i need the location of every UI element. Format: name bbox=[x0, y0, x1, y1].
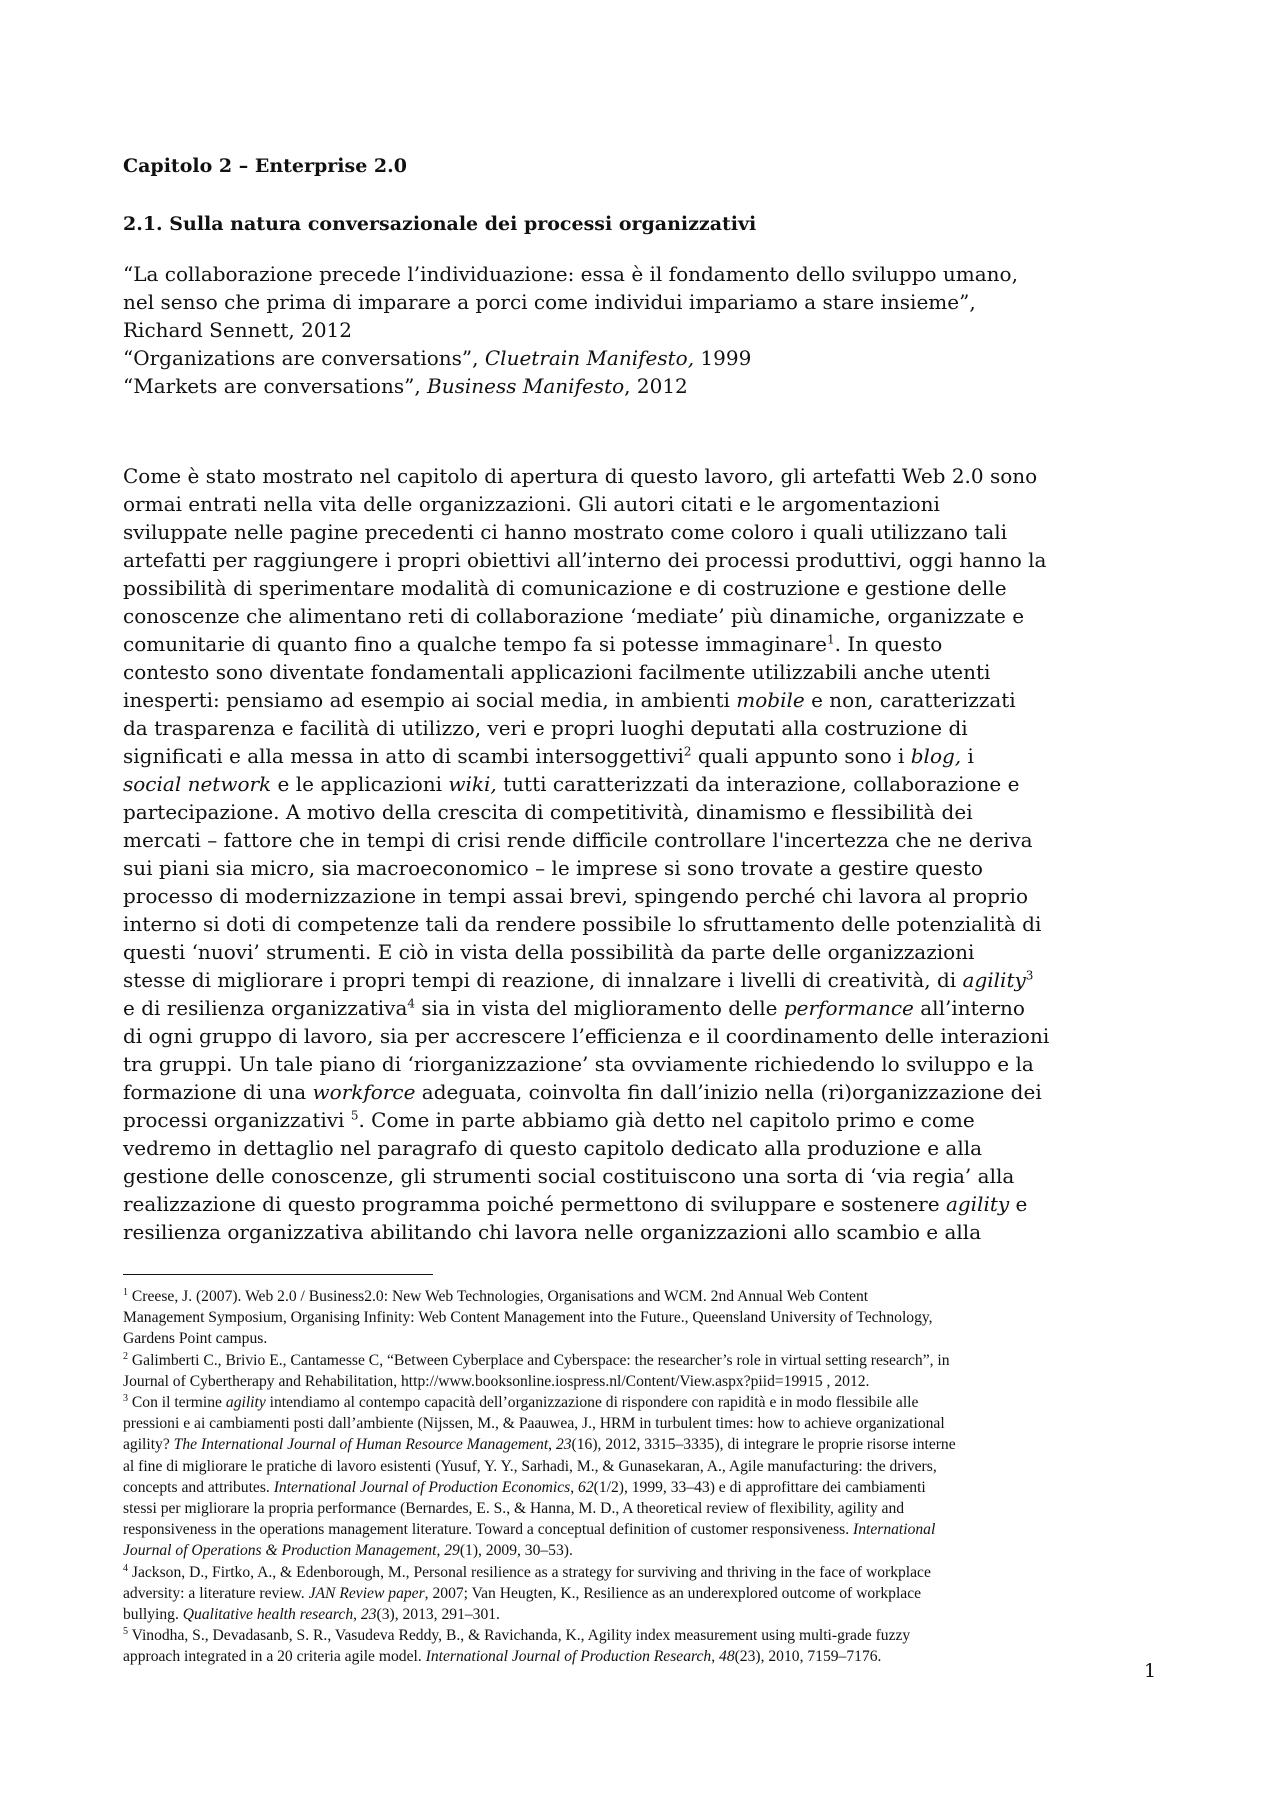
footnote-line: agility? The International Journal of Human Resource Management, 23(16), 2012, 3315–3335), di integrare le proprie risorse interne bbox=[123, 1436, 956, 1454]
body-line: mercati – fattore che in tempi di crisi rende difficile controllare l'incertezza che ne deriva bbox=[123, 828, 1033, 852]
body-line: Come è stato mostrato nel capitolo di apertura di questo lavoro, gli artefatti Web 2.0 sono bbox=[123, 464, 1038, 488]
footnote-line: Management Symposium, Organising Infinity: Web Content Management into the Future., Queensland University of Technology, bbox=[123, 1309, 933, 1327]
body-line: resilienza organizzativa abilitando chi lavora nelle organizzazioni allo scambio e alla bbox=[123, 1220, 982, 1244]
body-line: tra gruppi. Un tale piano di ‘riorganizzazione’ sta ovviamente richiedendo lo sviluppo e la bbox=[123, 1052, 1034, 1076]
footnote-line: pressioni e ai cambiamenti posti dall’ambiente (Nijssen, M., & Paauwea, J., HRM in turbulent times: how to achieve organizational bbox=[123, 1415, 945, 1433]
body-line: da trasparenza e facilità di utilizzo, veri e propri luoghi deputati alla costruzione di bbox=[123, 716, 968, 740]
page-number: 1 bbox=[1144, 1660, 1157, 1682]
body-line: partecipazione. A motivo della crescita di competitività, dinamismo e flessibilità dei bbox=[123, 800, 973, 824]
footnote-line: concepts and attributes. International Journal of Production Economics, 62(1/2), 1999, 33–43) e di approfittare dei cambiamenti bbox=[123, 1478, 926, 1496]
body-line: inesperti: pensiamo ad esempio ai social media, in ambienti mobile e non, caratterizzati bbox=[123, 688, 1016, 712]
footnote-ref: 3 bbox=[1025, 968, 1034, 983]
document-page bbox=[123, 152, 1163, 1246]
chapter-title: Capitolo 2 – Enterprise 2.0 bbox=[123, 155, 407, 177]
footnote-line: Journal of Operations & Production Management, 29(1), 2009, 30–53). bbox=[123, 1542, 573, 1560]
body-line: contesto sono diventate fondamentali applicazioni facilmente utilizzabili anche utenti bbox=[123, 660, 991, 684]
body-line: di ogni gruppo di lavoro, sia per accrescere l’efficienza e il coordinamento delle interazioni bbox=[123, 1024, 1050, 1048]
footnote-5: $^5$ Vinodha, S., Devadasanb, S. R., Vasudeva Reddy, B., & Ravichanda, K., Agility index measurement using multi-grade fuzzy bbox=[123, 1626, 911, 1645]
body-line: significati e alla messa in atto di scambi intersoggettivi$^2$ quali appunto sono i blog, i bbox=[123, 744, 974, 768]
footnote-divider bbox=[123, 1274, 433, 1275]
body-paragraph bbox=[123, 462, 1163, 1246]
body-line: processi organizzativi $^5$. Come in parte abbiamo già detto nel capitolo primo e come bbox=[123, 1108, 975, 1132]
body-line: sui piani sia micro, sia macroeconomico – le imprese si sono trovate a gestire questo bbox=[123, 856, 983, 880]
body-line: comunitarie di quanto fino a qualche tempo fa si potesse immaginare$^1$. In questo bbox=[123, 632, 943, 656]
body-line: e di resilienza organizzativa$^4$ sia in vista del miglioramento delle performance all’interno bbox=[123, 996, 1025, 1020]
body-line: questi ‘nuovi’ strumenti. E ciò in vista della possibilità da parte delle organizzazioni bbox=[123, 940, 975, 964]
footnote-line: bullying. Qualitative health research, 23(3), 2013, 291–301. bbox=[123, 1606, 500, 1624]
footnote-ref: 5 bbox=[350, 1108, 359, 1123]
body-line: realizzazione di questo programma poiché permettono di sviluppare e sostenere agility e bbox=[123, 1192, 1028, 1216]
footnote-ref: 2 bbox=[683, 744, 692, 759]
epigraph-line: nel senso che prima di imparare a porci come individui impariamo a stare insieme”, bbox=[123, 290, 976, 314]
footnote-line: stessi per migliorare la propria performance (Bernardes, E. S., & Hanna, M. D., A theoretical review of flexibility, agility and bbox=[123, 1500, 905, 1518]
epigraph-line: “La collaborazione precede l’individuazione: essa è il fondamento dello sviluppo umano, bbox=[123, 262, 1018, 286]
body-line: stesse di migliorare i propri tempi di reazione, di innalzare i livelli di creatività, di agility$^3$ bbox=[123, 968, 1034, 992]
body-line: gestione delle conoscenze, gli strumenti social costituiscono una sorta di ‘via regia’ alla bbox=[123, 1164, 1015, 1188]
body-line: sviluppate nelle pagine precedenti ci hanno mostrato come coloro i quali utilizzano tali bbox=[123, 520, 1008, 544]
body-line: formazione di una workforce adeguata, coinvolta fin dall’inizio nella (ri)organizzazione dei bbox=[123, 1080, 1042, 1104]
body-line: possibilità di sperimentare modalità di comunicazione e di costruzione e gestione delle bbox=[123, 576, 1007, 600]
footnote-1: $^1$ Creese, J. (2007). Web 2.0 / Business2.0: New Web Technologies, Organisations and WCM. 2nd Annual Web Content bbox=[123, 1286, 869, 1305]
body-line: vedremo in dettaglio nel paragrafo di questo capitolo dedicato alla produzione e alla bbox=[123, 1136, 983, 1160]
epigraph-author: Richard Sennett, 2012 bbox=[123, 318, 353, 342]
footnote-line: al fine di migliorare le pratiche di lavoro esistenti (Yusuf, Y. Y., Sarhadi, M., & Gunasekaran, A., Agile manufacturing: the drivers, bbox=[123, 1457, 937, 1475]
body-line: interno si doti di competenze tali da rendere possibile lo sfruttamento delle potenzialità di bbox=[123, 912, 1042, 936]
footnote-3: $^3$ Con il termine agility intendiamo al contempo capacità dell’organizzazione di rispondere con rapidità e in modo flessibile alle bbox=[123, 1392, 919, 1412]
epigraph-line: “Markets are conversations”, Business Manifesto, 2012 bbox=[123, 374, 688, 398]
footnote-line: approach integrated in a 20 criteria agile model. International Journal of Production Research, 48(23), 2010, 7159–7176. bbox=[123, 1648, 882, 1666]
footnote-4: $^4$ Jackson, D., Firtko, A., & Edenborough, M., Personal resilience as a strategy for surviving and thriving in the face of workplace bbox=[123, 1562, 931, 1581]
body-line: social network e le applicazioni wiki, tutti caratterizzati da interazione, collaborazione e bbox=[123, 772, 1020, 796]
epigraph-line: “Organizations are conversations”, Cluetrain Manifesto, 1999 bbox=[123, 346, 752, 370]
footnote-2: $^2$ Galimberti C., Brivio E., Cantamesse C, “Between Cyberplace and Cyberspace: the researcher’s role in virtual setting research”, in bbox=[123, 1350, 950, 1369]
footnote-line: Journal of Cybertherapy and Rehabilitation, http://www.booksonline.iospress.nl/Content/View.aspx?piid=19915 , 2012. bbox=[123, 1372, 870, 1390]
footnote-ref: 1 bbox=[826, 632, 835, 647]
body-line: artefatti per raggiungere i propri obiettivi all’interno dei processi produttivi, oggi hanno la bbox=[123, 548, 1047, 572]
section-title: 2.1. Sulla natura conversazionale dei processi organizzativi bbox=[123, 213, 757, 235]
footnote-line: responsiveness in the operations management literature. Toward a conceptual definition of customer responsiveness. International bbox=[123, 1521, 936, 1539]
footnote-line: Gardens Point campus. bbox=[123, 1330, 268, 1348]
body-line: processo di modernizzazione in tempi assai brevi, spingendo perché chi lavora al proprio bbox=[123, 884, 1028, 908]
body-line: conoscenze che alimentano reti di collaborazione ‘mediate’ più dinamiche, organizzate e bbox=[123, 604, 1025, 628]
epigraph bbox=[123, 260, 1163, 400]
footnote-ref: 4 bbox=[407, 996, 416, 1011]
body-line: ormai entrati nella vita delle organizzazioni. Gli autori citati e le argomentazioni bbox=[123, 492, 940, 516]
footnotes bbox=[123, 1286, 1173, 1668]
footnote-line: adversity: a literature review. JAN Review paper, 2007; Van Heugten, K., Resilience as an underexplored outcome of workplace bbox=[123, 1584, 922, 1602]
